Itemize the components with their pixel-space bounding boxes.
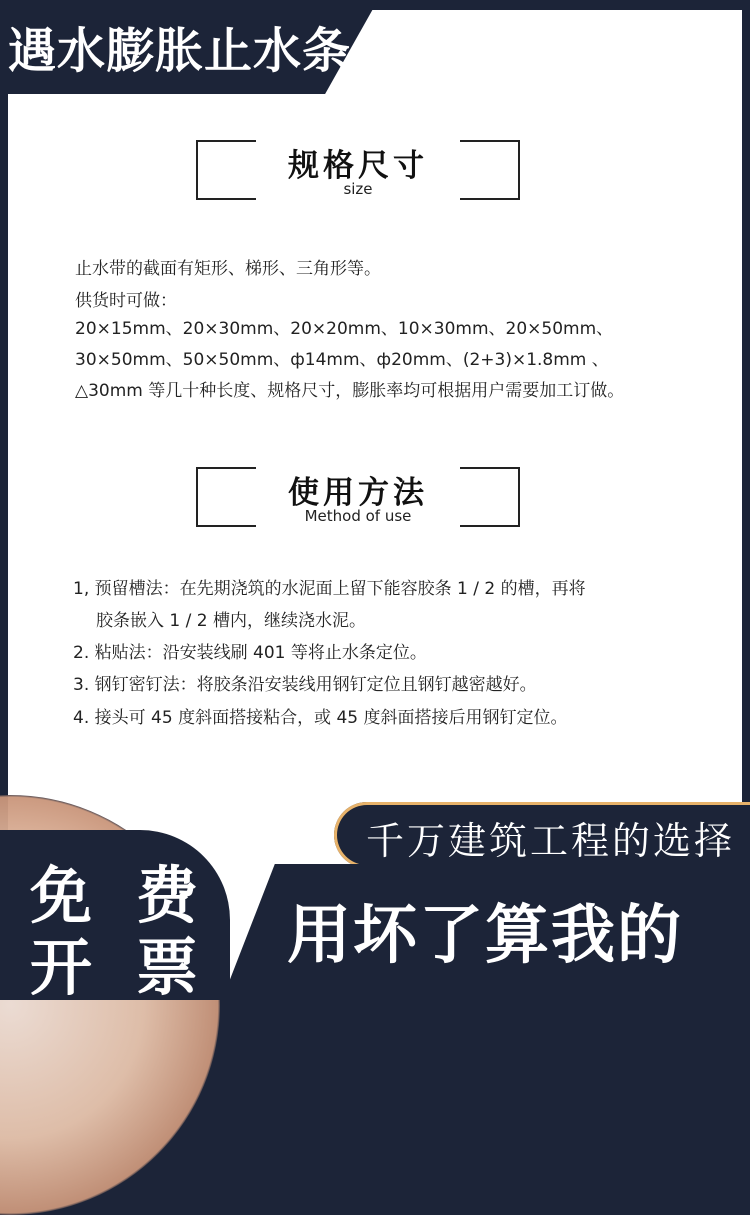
spec-line: △30mm 等几十种长度、规格尺寸，膨胀率均可根据用户需要加工订做。 xyxy=(75,381,625,401)
spec-line: 30×50mm、50×50mm、ф14mm、ф20mm、(2+3)×1.8mm 、 xyxy=(75,350,609,370)
page-title: 遇水膨胀止水条 xyxy=(8,23,352,79)
slogan-bottom-text: 用坏了算我的 xyxy=(287,899,683,973)
usage-heading-subtitle: Method of use xyxy=(304,507,412,525)
usage-line: 3. 钢钉密钉法：将胶条沿安装线用钢钉定位且钢钉越密越好。 xyxy=(73,675,537,695)
badge-line-2: 开票 xyxy=(30,931,243,1004)
spec-line: 供货时可做： xyxy=(75,291,177,311)
usage-line: 1, 预留槽法：在先期浇筑的水泥面上留下能容胶条 1 / 2 的槽，再将 xyxy=(73,579,586,599)
spec-line: 止水带的截面有矩形、梯形、三角形等。 xyxy=(75,259,381,279)
slogan-top-text: 千万建筑工程的选择 xyxy=(366,819,736,863)
usage-heading-box xyxy=(196,467,520,531)
spec-heading-box xyxy=(196,140,520,204)
usage-line: 2. 粘贴法：沿安装线刷 401 等将止水条定位。 xyxy=(73,643,427,663)
usage-line: 胶条嵌入 1 / 2 槽内，继续浇水泥。 xyxy=(96,611,366,631)
spec-heading-title: 规格尺寸 xyxy=(288,148,428,184)
badge-line-1: 免费 xyxy=(30,859,243,932)
usage-heading-title: 使用方法 xyxy=(288,475,428,511)
spec-line: 20×15mm、20×30mm、20×20mm、10×30mm、20×50mm、 xyxy=(75,319,614,339)
usage-line: 4. 接头可 45 度斜面搭接粘合，或 45 度斜面搭接后用钢钉定位。 xyxy=(73,708,568,728)
spec-heading-subtitle: size xyxy=(343,180,373,198)
